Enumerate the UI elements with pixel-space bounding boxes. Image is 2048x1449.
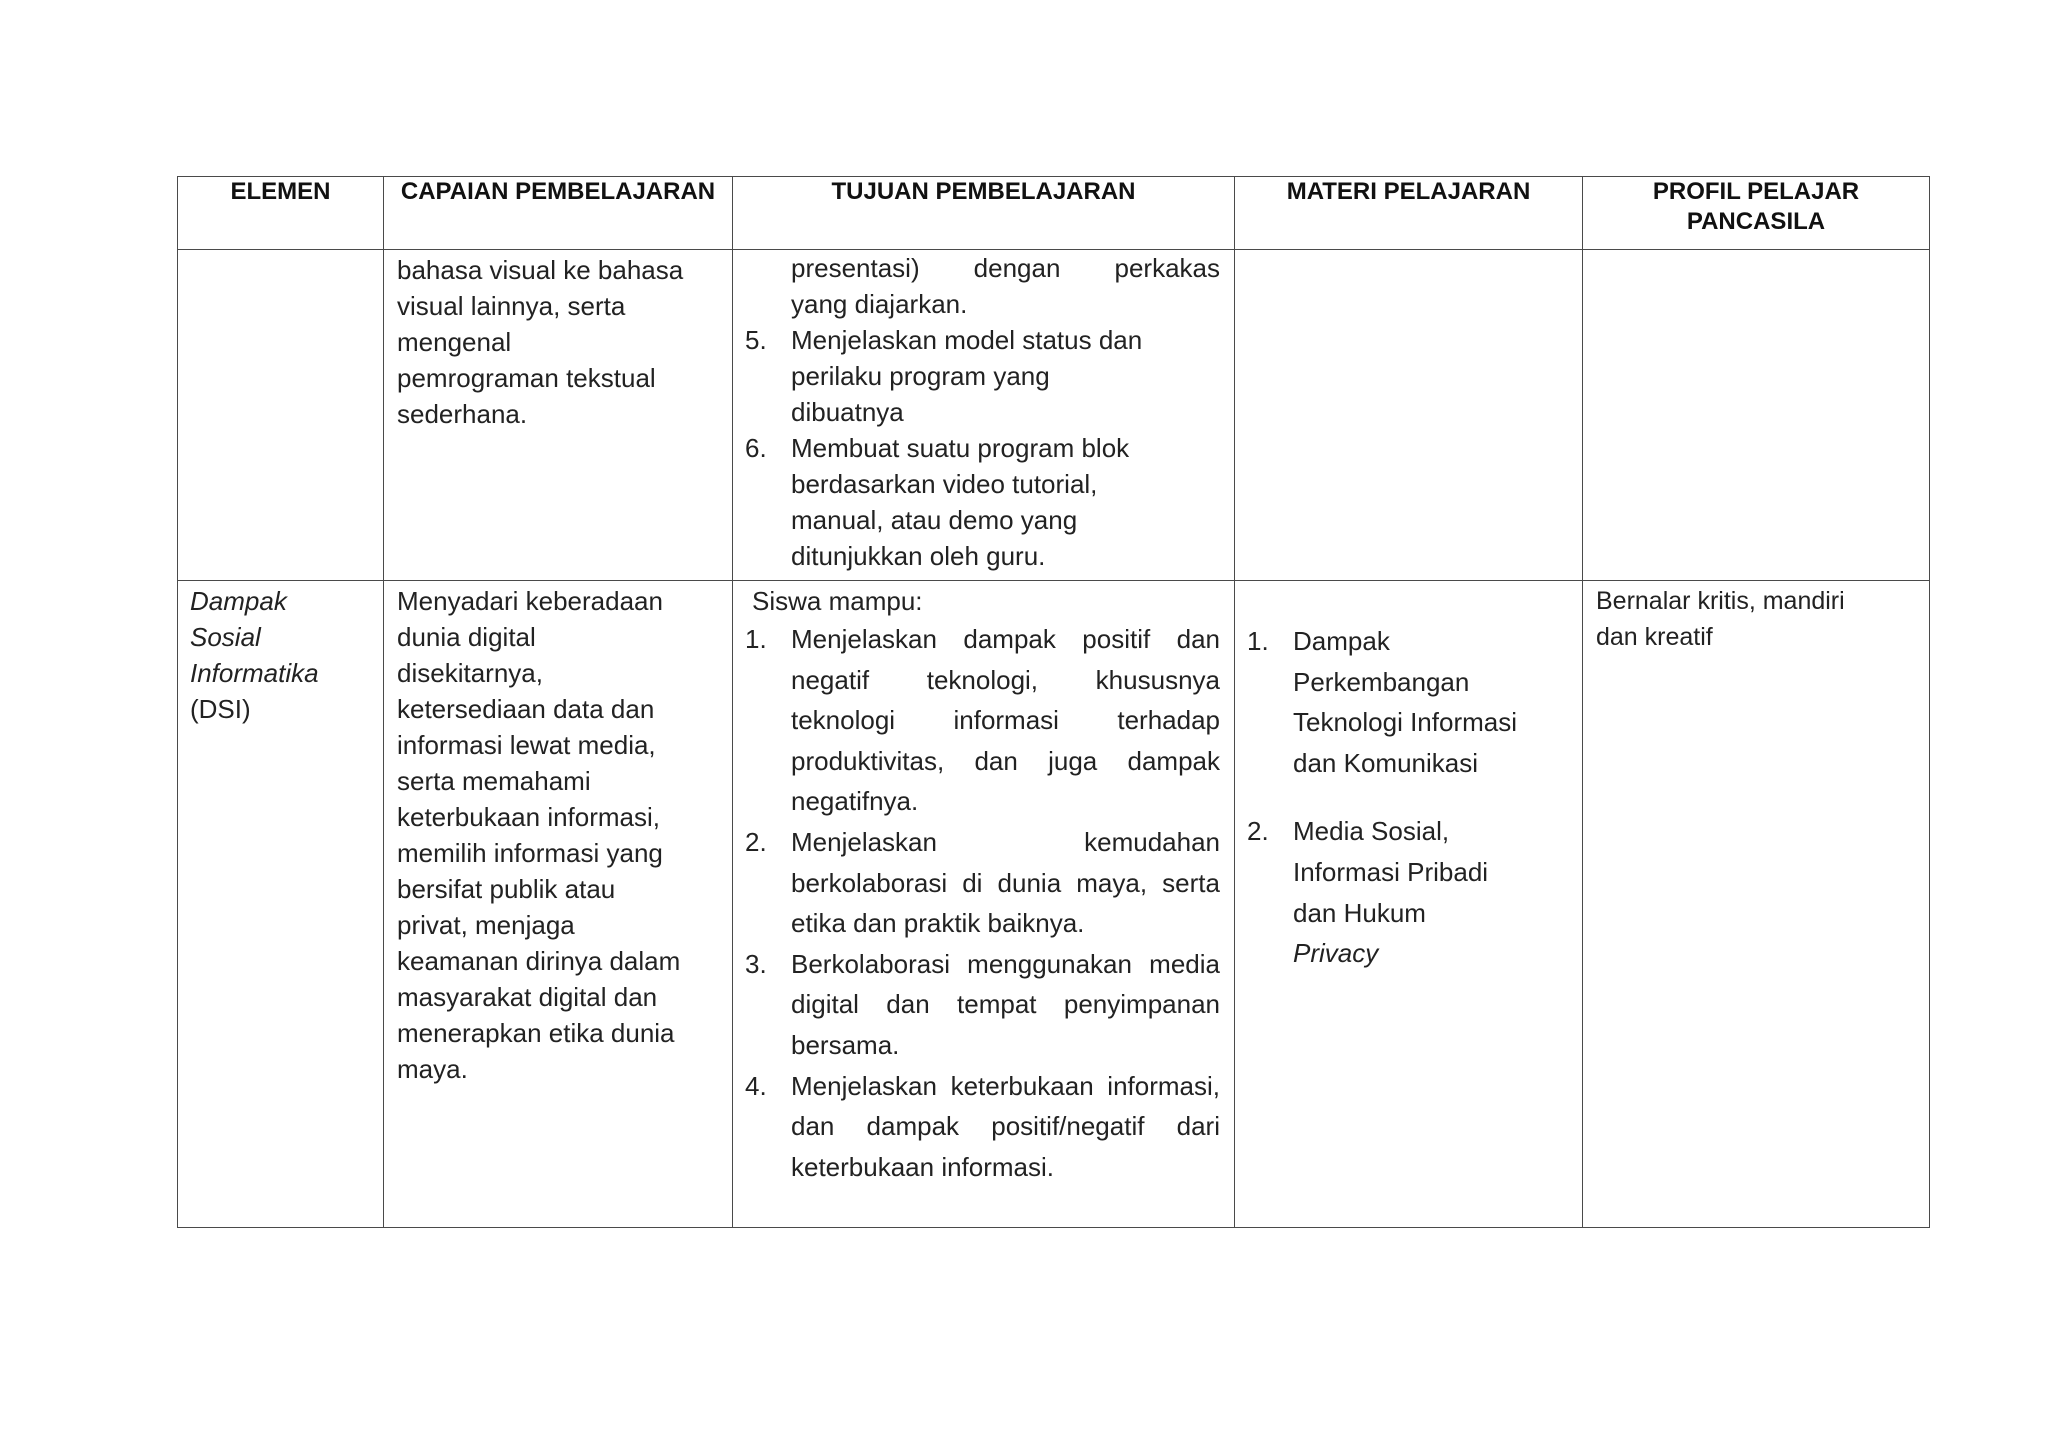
tujuan-list	[733, 322, 1234, 574]
capaian-text: bahasa visual ke bahasa visual lainnya, serta mengenal pemrograman tekstual sederhana.	[397, 255, 684, 429]
header-profil	[1583, 177, 1930, 250]
list-item: 5. Menjelaskan model status dan perilaku program yang dibuatnya	[745, 325, 1143, 427]
header-profil-line1: PROFIL PELAJAR	[1652, 178, 1860, 205]
cell-materi	[1235, 250, 1583, 581]
cell-profil	[1583, 581, 1930, 1228]
cell-profil	[1583, 250, 1930, 581]
list-item: 1. Menjelaskan dampak positif dan negatif teknologi, khususnya teknologi informasi terhadap produktivitas, dan juga dampak negatifnya.	[745, 624, 1220, 817]
header-profil-line2: PANCASILA	[1686, 208, 1826, 235]
header-elemen: ELEMEN	[178, 177, 384, 250]
list-item: 4. Menjelaskan keterbukaan informasi, dan dampak positif/negatif dari keterbukaan informasi.	[745, 1070, 1220, 1182]
tujuan-list	[733, 619, 1234, 1187]
elemen-text: Dampak Sosial Informatika (DSI)	[190, 586, 319, 724]
capaian-text: Menyadari keberadaan dunia digital disekitarnya, ketersediaan data dan informasi lewat media, serta memahami keterbukaan informasi, memilih informasi yang bersifat publik atau privat, menjaga keamanan dirinya dalam masyarakat digital dan menerapkan etika dunia maya.	[397, 586, 681, 1084]
cell-elemen	[178, 581, 384, 1228]
cell-tujuan	[733, 581, 1235, 1228]
cell-materi	[1235, 581, 1583, 1228]
list-item: 2. Menjelaskan kemudahan berkolaborasi di dunia maya, serta etika dan praktik baiknya.	[745, 826, 1220, 939]
header-tujuan: TUJUAN PEMBELAJARAN	[733, 177, 1235, 250]
table-row	[178, 581, 1930, 1228]
header-capaian: CAPAIAN PEMBELAJARAN	[384, 177, 733, 250]
header-materi: MATERI PELAJARAN	[1235, 177, 1583, 250]
list-item: 6. Membuat suatu program blok berdasarkan video tutorial, manual, atau demo yang ditunjukkan oleh guru.	[745, 433, 1130, 571]
list-item: 2. Media Sosial, Informasi Pribadi dan Hukum Privacy	[1247, 816, 1489, 969]
cell-elemen	[178, 250, 384, 581]
cell-capaian	[384, 250, 733, 581]
tujuan-continued: presentasi) dengan perkakas yang diajarkan.	[791, 253, 1220, 319]
materi-list	[1235, 581, 1582, 974]
list-item: 3. Berkolaborasi menggunakan media digital dan tempat penyimpanan bersama.	[745, 948, 1220, 1060]
cell-capaian	[384, 581, 733, 1228]
table-header-row	[178, 177, 1930, 250]
profil-text: Bernalar kritis, mandiri dan kreatif	[1596, 587, 1845, 651]
table-row	[178, 250, 1930, 581]
tujuan-intro: Siswa mampu:	[752, 586, 923, 616]
learning-plan-table	[177, 176, 1930, 1228]
cell-tujuan	[733, 250, 1235, 581]
list-item: 1. Dampak Perkembangan Teknologi Informasi dan Komunikasi	[1247, 626, 1517, 778]
